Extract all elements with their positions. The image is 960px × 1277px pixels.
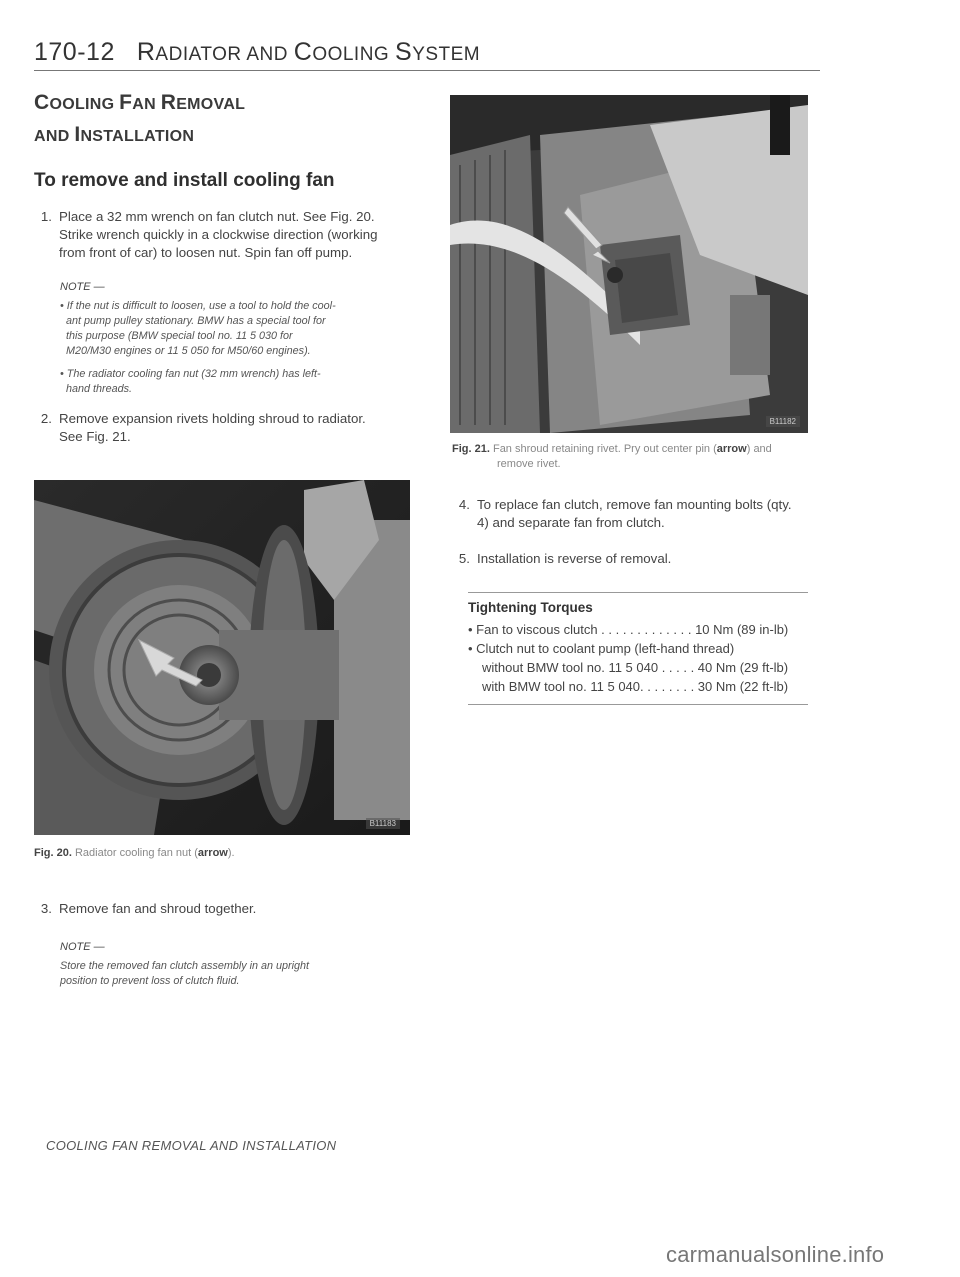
note-line: M20/M30 engines or 11 5 050 for M50/60 engines).	[66, 345, 311, 357]
step-5	[452, 550, 822, 568]
page-header	[34, 38, 480, 67]
section-title-line2	[34, 120, 374, 152]
note-line: • The radiator cooling fan nut (32 mm wrench) has left-	[60, 368, 321, 380]
step-line: Remove fan and shroud together.	[59, 901, 257, 916]
fan-clutch-illustration	[34, 480, 410, 835]
step-number: 3.	[40, 901, 52, 916]
note-bullet	[60, 367, 390, 397]
note-line: • If the nut is difficult to loosen, use a tool to hold the cool-	[60, 300, 336, 312]
note-2	[60, 940, 390, 989]
step-4	[452, 496, 822, 532]
caption-line: remove rivet.	[497, 458, 561, 470]
torque-line: • Fan to viscous clutch . . . . . . . . . . . . . 10 Nm (89 in-lb)	[468, 622, 789, 637]
torque-line: without BMW tool no. 11 5 040 . . . . . 40 Nm (29 ft-lb)	[482, 660, 789, 675]
fig-21-photo	[450, 95, 808, 433]
section-title-line1	[34, 88, 374, 120]
step-number: 4.	[458, 497, 470, 512]
caption-text: Fan shroud retaining rivet. Pry out center pin (	[492, 443, 717, 455]
note-line: Store the removed fan clutch assembly in an upright	[60, 960, 310, 972]
page-number: 170-12	[34, 38, 115, 66]
caption-text: Radiator cooling fan nut (	[74, 847, 198, 859]
fig-20-photo	[34, 480, 410, 835]
watermark: carmanualsonline.info	[666, 1242, 885, 1267]
caption-bold: arrow	[197, 847, 228, 859]
step-number: 5.	[458, 551, 470, 566]
note-1	[60, 280, 390, 397]
title-part: OOLING	[49, 96, 120, 113]
note-label: NOTE —	[60, 281, 105, 293]
step-line: Place a 32 mm wrench on fan clutch nut. See Fig. 20.	[59, 209, 375, 224]
step-1	[34, 208, 404, 262]
title-part: NSTALLATION	[80, 128, 195, 145]
title-part: F	[119, 91, 133, 114]
header-title-part: C	[293, 38, 313, 66]
header-title-part: ADIATOR AND	[155, 44, 294, 65]
fig-21-label: Fig. 21.	[452, 443, 490, 455]
note-line: hand threads.	[66, 383, 133, 395]
title-part: EMOVAL	[176, 96, 246, 113]
title-part: AND	[34, 128, 75, 145]
header-title-r: R	[136, 38, 156, 66]
step-line: Installation is reverse of removal.	[477, 551, 672, 566]
note-line: this purpose (BMW special tool no. 11 5 030 for	[66, 330, 293, 342]
torque-bottom-rule	[468, 704, 808, 705]
section-title	[34, 88, 374, 152]
header-title-part: OOLING	[312, 44, 395, 65]
title-part: I	[74, 123, 81, 146]
footer-section-name: COOLING FAN REMOVAL AND INSTALLATION	[46, 1138, 337, 1153]
step-line: To replace fan clutch, remove fan mounting bolts (qty.	[477, 497, 792, 512]
torque-line: • Clutch nut to coolant pump (left-hand thread)	[468, 641, 735, 656]
step-line: 4) and separate fan from clutch.	[477, 515, 665, 530]
title-part: R	[160, 91, 177, 114]
caption-text: ).	[227, 847, 235, 859]
header-title-part: S	[395, 38, 413, 66]
step-line: Strike wrench quickly in a clockwise direction (working	[59, 227, 378, 242]
caption-text: ) and	[746, 443, 772, 455]
shroud-rivet-illustration	[450, 95, 808, 433]
fig-20-image-code: B11183	[366, 818, 400, 829]
torque-title: Tightening Torques	[468, 600, 593, 615]
title-part: C	[34, 91, 50, 114]
step-number: 1.	[40, 209, 52, 224]
torque-top-rule	[468, 592, 808, 593]
fig-20-caption	[34, 846, 414, 861]
note-body	[60, 959, 390, 989]
fig-21-image-code: B11182	[766, 416, 800, 427]
caption-line	[452, 442, 832, 457]
note-label: NOTE —	[60, 941, 105, 953]
step-2	[34, 410, 404, 446]
torque-list	[468, 620, 813, 696]
step-3	[34, 900, 404, 918]
torque-line: with BMW tool no. 11 5 040. . . . . . . . 30 Nm (22 ft-lb)	[482, 679, 789, 694]
step-line: from front of car) to loosen nut. Spin fan off pump.	[59, 245, 353, 260]
step-number: 2.	[40, 411, 52, 426]
procedure-heading: To remove and install cooling fan	[34, 170, 335, 191]
fig-21-caption	[452, 442, 832, 472]
step-line: Remove expansion rivets holding shroud to radiator.	[59, 411, 366, 426]
note-line: position to prevent loss of clutch fluid.	[60, 975, 240, 987]
header-rule	[34, 70, 820, 71]
header-title-part: YSTEM	[412, 44, 481, 65]
note-line: ant pump pulley stationary. BMW has a special tool for	[66, 315, 326, 327]
title-part: AN	[132, 96, 161, 113]
fig-20-label: Fig. 20.	[34, 847, 72, 859]
note-bullet	[60, 299, 390, 359]
caption-bold: arrow	[716, 443, 747, 455]
step-line: See Fig. 21.	[59, 429, 131, 444]
